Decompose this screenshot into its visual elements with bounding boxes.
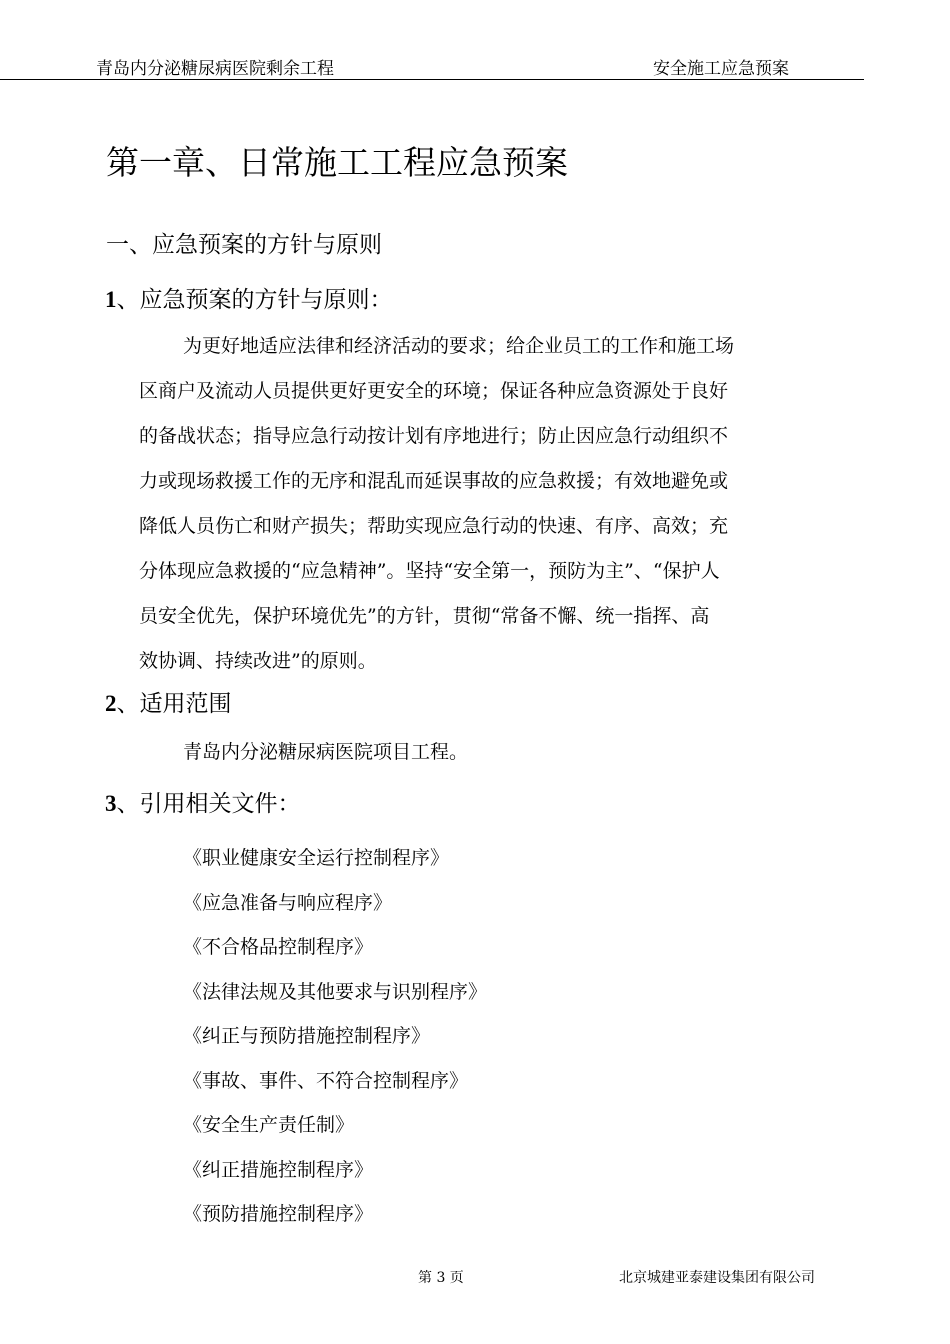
paragraph-line: 为更好地适应法律和经济活动的要求；给企业员工的工作和施工场 (183, 335, 735, 357)
list-item: 《不合格品控制程序》 (183, 936, 374, 958)
list-item: 《纠正与预防措施控制程序》 (183, 1025, 431, 1047)
paragraph-line: 降低人员伤亡和财产损失；帮助实现应急行动的快速、有序、高效；充 (139, 515, 729, 537)
subsection-title: 、适用范围 (116, 691, 232, 717)
scope-text: 青岛内分泌糖尿病医院项目工程。 (183, 741, 469, 763)
subsection-number: 3 (105, 791, 117, 816)
subsection-title: 、引用相关文件： (116, 791, 301, 817)
list-item: 《法律法规及其他要求与识别程序》 (183, 980, 488, 1003)
list-item: 《应急准备与响应程序》 (183, 891, 393, 914)
header-document-title: 安全施工应急预案 (653, 59, 789, 79)
paragraph-line: 分体现应急救援的“应急精神”。坚持“安全第一，预防为主”、“保护人 (139, 560, 720, 582)
chapter-title: 第一章、日常施工工程应急预案 (106, 143, 568, 182)
subsection-heading-scope (105, 688, 232, 720)
list-item: 《预防措施控制程序》 (183, 1203, 374, 1225)
header-project-name: 青岛内分泌糖尿病医院剩余工程 (96, 59, 334, 79)
paragraph-line: 力或现场救援工作的无序和混乱而延误事故的应急救援；有效地避免或 (139, 470, 729, 492)
subsection-heading-references (105, 788, 301, 820)
list-item: 《事故、事件、不符合控制程序》 (183, 1069, 469, 1092)
section-title: 一、应急预案的方针与原则 (106, 232, 382, 258)
paragraph-line: 的备战状态；指导应急行动按计划有序地进行；防止因应急行动组织不 (139, 425, 729, 447)
subsection-heading-principles (105, 284, 393, 316)
subsection-number: 1 (105, 287, 117, 312)
paragraph-line: 效协调、持续改进”的原则。 (139, 650, 377, 672)
list-item: 《职业健康安全运行控制程序》 (183, 847, 450, 869)
subsection-number: 2 (105, 691, 117, 716)
principles-paragraph (139, 324, 839, 684)
paragraph-line: 员安全优先，保护环境优先”的方针，贯彻“常备不懈、统一指挥、高 (139, 605, 710, 627)
list-item: 《纠正措施控制程序》 (183, 1158, 374, 1181)
paragraph-line: 区商户及流动人员提供更好更安全的环境；保证各种应急资源处于良好 (139, 380, 729, 402)
page-number: 第 3 页 (418, 1270, 464, 1286)
reference-document-list (183, 836, 487, 1237)
subsection-title: 、应急预案的方针与原则： (116, 287, 393, 313)
footer-company-name: 北京城建亚泰建设集团有限公司 (619, 1270, 815, 1286)
list-item: 《安全生产责任制》 (183, 1114, 355, 1136)
header-divider (0, 79, 864, 80)
